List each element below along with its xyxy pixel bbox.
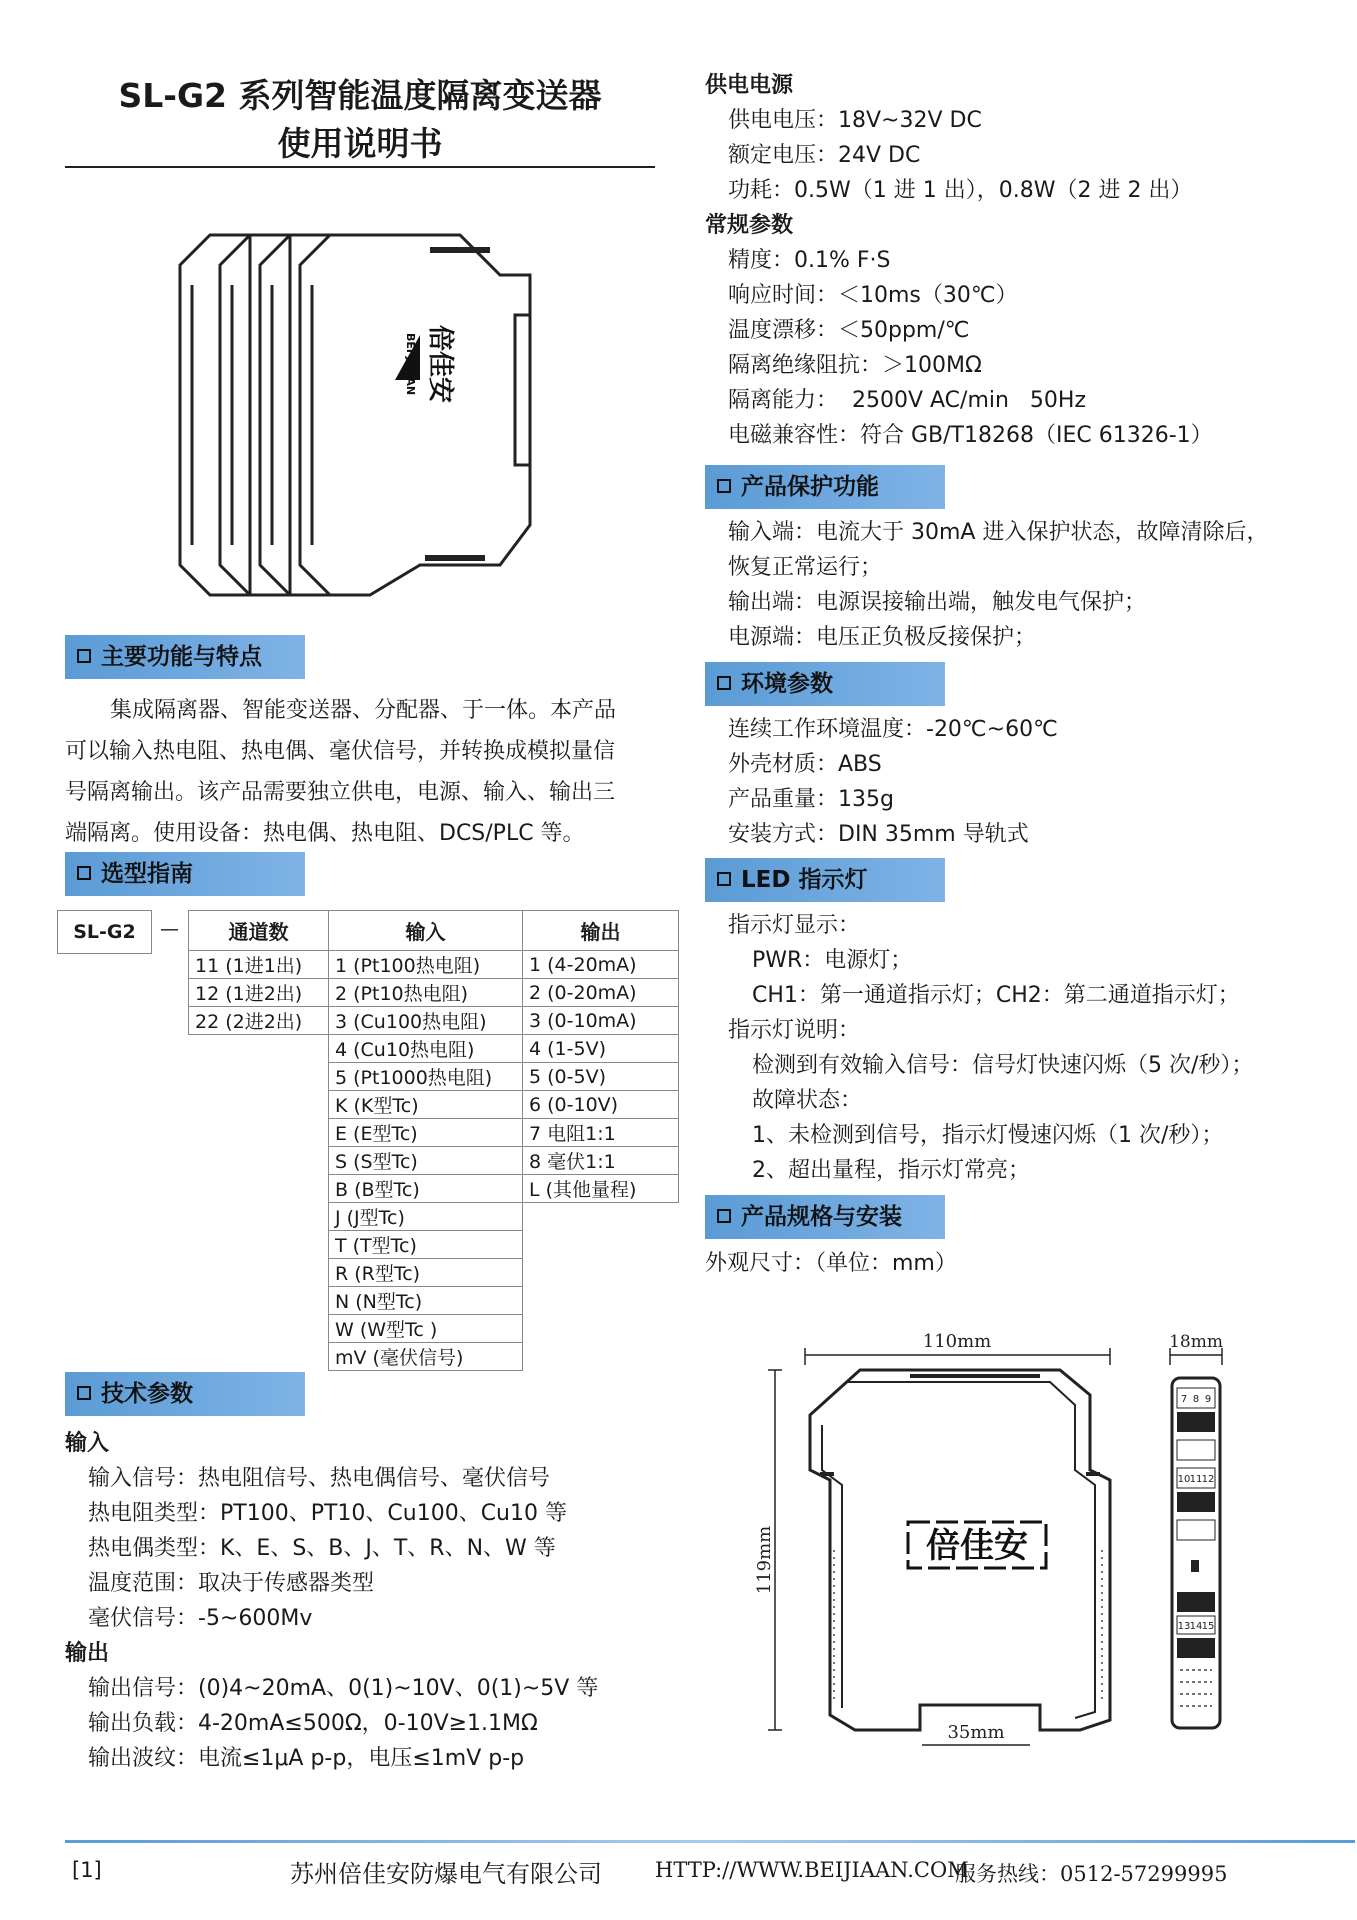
spec-text: 外观尺寸：（单位：mm） [705, 1251, 957, 1276]
output-cell: 3 (0-10mA) [523, 1007, 679, 1035]
output-cell: L (其他量程) [523, 1175, 679, 1203]
dim-height: 119mm [754, 1525, 775, 1595]
section-header-protection: 产品保护功能 [705, 465, 945, 509]
output-cell: 2 (0-20mA) [523, 979, 679, 1007]
title-rule [65, 166, 655, 168]
logo-text-en: BEI JIA AN [404, 333, 417, 396]
input-cell: 2 (Pt10热电阻) [329, 979, 523, 1007]
environment-text: 连续工作环境温度：-20℃~60℃ 外壳材质：ABS 产品重量：135g 安装方式：DIN 35mm 导轨式 [728, 717, 1058, 847]
model-dash: — [160, 918, 179, 940]
tech-input-head: 输入 [65, 1431, 110, 1456]
channel-cell: 11 (1进1出) [189, 951, 329, 979]
channel-cell: 22 (2进2出) [189, 1007, 329, 1035]
power-head: 供电电源 [705, 73, 794, 98]
tech-output-head: 输出 [65, 1641, 110, 1666]
selection-table [188, 910, 679, 1371]
svg-text:10: 10 [1177, 1474, 1191, 1485]
svg-text:9: 9 [1204, 1394, 1212, 1405]
input-cell: J (J型Tc) [329, 1203, 523, 1231]
channel-cell: 12 (1进2出) [189, 979, 329, 1007]
output-cell: 6 (0-10V) [523, 1091, 679, 1119]
output-cell: 5 (0-5V) [523, 1063, 679, 1091]
front-view-drawing [750, 1320, 1160, 1765]
features-text: 集成隔离器、智能变送器、分配器、于一体。本产品 可以输入热电阻、热电偶、毫伏信号，并转换成模拟量信 号隔离输出。该产品需要独立供电，电源、输入、输出三 端隔离。使用设备：热电偶、热电阻、DCS/PLC 等。 [65, 698, 617, 846]
input-cell: 1 (Pt100热电阻) [329, 951, 523, 979]
svg-text:13: 13 [1177, 1621, 1191, 1632]
input-cell: R (R型Tc) [329, 1259, 523, 1287]
input-cell: N (N型Tc) [329, 1287, 523, 1315]
output-cell: 4 (1-5V) [523, 1035, 679, 1063]
input-cell: 4 (Cu10热电阻) [329, 1035, 523, 1063]
section-header-tech: 技术参数 [65, 1372, 305, 1416]
col-header-output: 输出 [523, 911, 679, 951]
input-cell: mV (毫伏信号) [329, 1343, 523, 1371]
doc-title-line1: SL-G2 系列智能温度隔离变送器 [118, 76, 602, 115]
input-cell: K (K型Tc) [329, 1091, 523, 1119]
protection-text: 输入端：电流大于 30mA 进入保护状态，故障清除后， 恢复正常运行； 输出端：电源误接输出端，触发电气保护； 电源端：电压正负极反接保护； [728, 520, 1269, 650]
checkbox-icon [717, 1209, 731, 1223]
input-cell: S (S型Tc) [329, 1147, 523, 1175]
product-illustration [170, 225, 550, 610]
footer-url: HTTP://WWW.BEIJIAAN.COM [655, 1858, 969, 1882]
footer-rule [65, 1840, 1355, 1843]
output-cell: 8 毫伏1:1 [523, 1147, 679, 1175]
svg-text:15: 15 [1201, 1621, 1215, 1632]
section-header-selection: 选型指南 [65, 852, 305, 896]
device-label-text: 倍佳安 [926, 1526, 1028, 1566]
section-header-environment: 环境参数 [705, 662, 945, 706]
section-header-spec: 产品规格与安装 [705, 1195, 945, 1239]
input-cell: 5 (Pt1000热电阻) [329, 1063, 523, 1091]
svg-text:14: 14 [1189, 1621, 1203, 1632]
input-cell: T (T型Tc) [329, 1231, 523, 1259]
general-head: 常规参数 [705, 213, 794, 238]
side-view-drawing [1160, 1320, 1235, 1760]
output-cell: 1 (4-20mA) [523, 951, 679, 979]
input-cell: W (W型Tc ) [329, 1315, 523, 1343]
footer-page-number: [1] [72, 1858, 102, 1882]
col-header-input: 输入 [329, 911, 523, 951]
section-header-led: LED 指示灯 [705, 858, 945, 902]
svg-text:11: 11 [1189, 1474, 1203, 1485]
dim-rail: 35mm [947, 1722, 1005, 1743]
checkbox-icon [77, 1386, 91, 1400]
checkbox-icon [717, 872, 731, 886]
output-cell: 7 电阻1:1 [523, 1119, 679, 1147]
dim-depth: 18mm [1169, 1332, 1223, 1352]
checkbox-icon [717, 676, 731, 690]
checkbox-icon [717, 479, 731, 493]
col-header-channels: 通道数 [189, 911, 329, 951]
svg-text:12: 12 [1201, 1474, 1215, 1485]
checkbox-icon [77, 866, 91, 880]
input-cell: B (B型Tc) [329, 1175, 523, 1203]
model-box: SL-G2 [57, 910, 152, 954]
logo-text-cn: 倍佳安 [425, 325, 455, 404]
footer-hotline: 服务热线：0512-57299995 [955, 1862, 1228, 1886]
input-cell: E (E型Tc) [329, 1119, 523, 1147]
input-cell: 3 (Cu100热电阻) [329, 1007, 523, 1035]
dim-width: 110mm [922, 1331, 992, 1352]
doc-title-line2: 使用说明书 [277, 124, 443, 163]
power-general-params: 供电电源 供电电压：18V~32V DC 额定电压：24V DC 功耗：0.5W（1 进 1 出），0.8W（2 进 2 出） 常规参数 精度：0.1% F·S 响应时间：＜10ms（30℃） 温度漂移：＜50ppm/℃ 隔离绝缘阻抗：＞100MΩ 隔离能力： 2500V AC/min 50Hz 电磁兼容性：符合 GB/T18268（IEC 61326-1） [705, 68, 1213, 453]
svg-text:8: 8 [1192, 1394, 1200, 1405]
tech-params: 输入 输入信号：热电阻信号、热电偶信号、毫伏信号 热电阻类型：PT100、PT10、Cu100、Cu10 等 热电偶类型：K、E、S、B、J、T、R、N、W 等 温度范围：取决于传感器类型 毫伏信号：-5~600Mv 输出 输出信号：(0)4~20mA、0(1)~10V、0(1)~5V 等 输出负载：4-20mA≤500Ω，0-10V≥1.1MΩ 输出波纹：电流≤1μA p-p，电压≤1mV p-p [65, 1426, 598, 1776]
footer-company: 苏州倍佳安防爆电气有限公司 [290, 1860, 602, 1888]
svg-text:7: 7 [1180, 1394, 1188, 1405]
checkbox-icon [77, 649, 91, 663]
section-header-features: 主要功能与特点 [65, 635, 305, 679]
led-text: 指示灯显示： PWR：电源灯； CH1：第一通道指示灯；CH2：第二通道指示灯； 指示灯说明： 检测到有效输入信号：信号灯快速闪烁（5 次/秒）； 故障状态： 1、未检测到信号，指示灯慢速闪烁（1 次/秒）； 2、超出量程，指示灯常亮； [728, 913, 1254, 1183]
